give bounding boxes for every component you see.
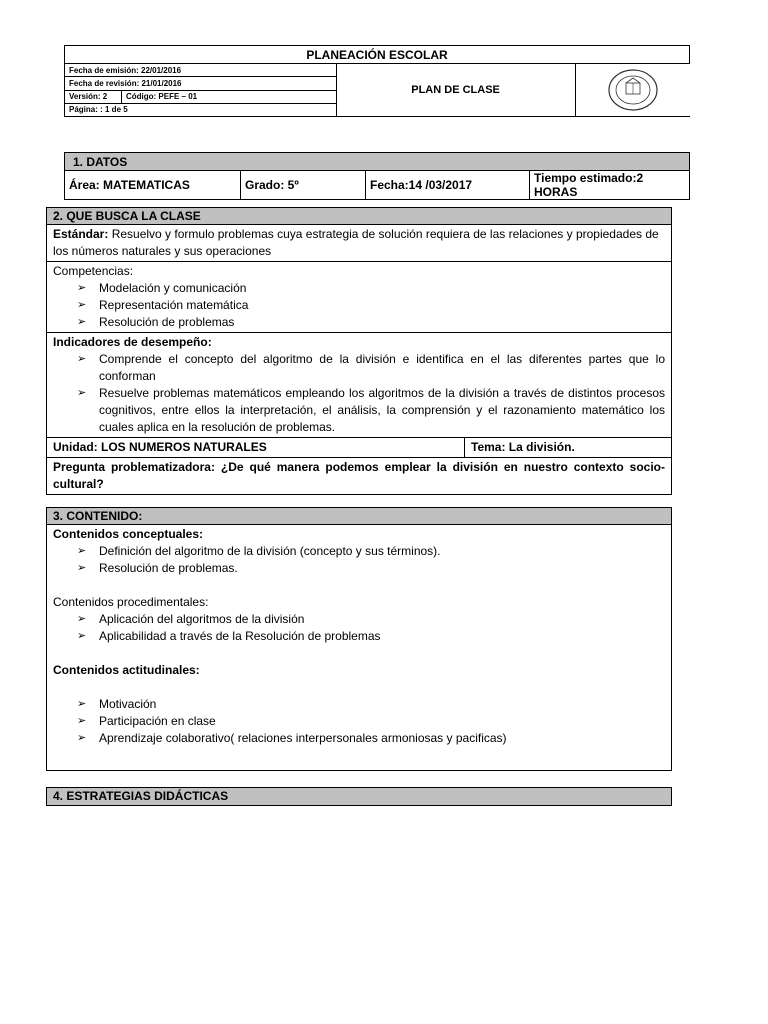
area-cell: Área: MATEMATICAS — [65, 171, 241, 200]
list-item: ➢ Definición del algoritmo de la división (concepto y sus términos). — [77, 544, 441, 558]
emission-date: Fecha de emisión: 22/01/2016 — [65, 64, 337, 77]
competencias-label: Competencias: — [53, 264, 134, 278]
unidad-cell: Unidad: LOS NUMEROS NATURALES — [47, 438, 465, 457]
arrow-bullet-icon: ➢ — [77, 299, 87, 311]
list-item: ➢ Aprendizaje colaborativo( relaciones interpersonales armoniosas y pacificas) — [77, 731, 507, 745]
list-item: ➢ Motivación — [77, 697, 157, 711]
pregunta-row: Pregunta problematizadora: ¿De qué manera podemos emplear la división en nuestro contexto socio-cultural? — [53, 460, 665, 491]
list-item: ➢ Representación matemática — [77, 298, 249, 312]
version: Versión: 2 — [65, 90, 122, 103]
time-cell: Tiempo estimado:2 HORAS — [530, 171, 690, 200]
actitudinales-label: Contenidos actitudinales: — [53, 663, 200, 677]
plan-label: PLAN DE CLASE — [337, 64, 576, 116]
school-seal-logo — [576, 64, 690, 116]
conceptuales-label: Contenidos conceptuales: — [53, 527, 204, 541]
list-item: ➢ Comprende el concepto del algoritmo de la división e identifica en el las diferentes partes que lo conforman — [77, 352, 665, 383]
unidad-tema-row — [47, 438, 671, 458]
list-item: ➢ Modelación y comunicación — [77, 281, 247, 295]
procedimentales-label: Contenidos procedimentales: — [53, 595, 209, 609]
competencias-row — [47, 262, 671, 333]
estandar-label: Estándar: — [53, 227, 109, 241]
list-item: ➢ Participación en clase — [77, 714, 216, 728]
section-contenido — [46, 507, 672, 771]
section4-title: 4. ESTRATEGIAS DIDÁCTICAS — [47, 788, 671, 805]
code: Código: PEFE – 01 — [122, 90, 337, 103]
section-estrategias — [46, 787, 672, 806]
section3-title: 3. CONTENIDO: — [47, 508, 671, 525]
estandar-text: Resuelvo y formulo problemas cuya estrategia de solución requiera de las relaciones y propiedades de los números naturales y sus operaciones — [53, 227, 659, 258]
arrow-bullet-icon: ➢ — [77, 613, 87, 625]
arrow-bullet-icon: ➢ — [77, 545, 87, 557]
section2-title: 2. QUE BUSCA LA CLASE — [47, 208, 671, 225]
estandar-row — [47, 225, 671, 262]
date-cell: Fecha:14 /03/2017 — [366, 171, 530, 200]
revision-date: Fecha de revisión: 21/01/2016 — [65, 77, 337, 90]
list-item: ➢ Resolución de problemas — [77, 315, 235, 329]
arrow-bullet-icon: ➢ — [77, 353, 87, 365]
tema-cell: Tema: La división. — [471, 440, 575, 454]
document-title: PLANEACIÓN ESCOLAR — [65, 46, 690, 64]
document-header — [64, 45, 690, 117]
arrow-bullet-icon: ➢ — [77, 732, 87, 744]
arrow-bullet-icon: ➢ — [77, 698, 87, 710]
page-number: Página: : 1 de 5 — [65, 103, 337, 116]
arrow-bullet-icon: ➢ — [77, 282, 87, 294]
list-item: ➢ Resolución de problemas. — [77, 561, 238, 575]
contenido-body — [47, 525, 671, 748]
indicadores-row — [47, 333, 671, 438]
grade-cell: Grado: 5º — [241, 171, 366, 200]
indicadores-label: Indicadores de desempeño: — [53, 335, 212, 349]
arrow-bullet-icon: ➢ — [77, 715, 87, 727]
arrow-bullet-icon: ➢ — [77, 630, 87, 642]
arrow-bullet-icon: ➢ — [77, 562, 87, 574]
list-item: ➢ Resuelve problemas matemáticos empleando los algoritmos de la división a través de distintos procesos cognitivos, entre ellos la interpretación, el análisis, la comprensión y el razonamiento matemático los cuales aplica en la resolución de problemas. — [77, 386, 665, 434]
arrow-bullet-icon: ➢ — [77, 316, 87, 328]
datos-table — [64, 152, 690, 200]
list-item: ➢ Aplicación del algoritmos de la división — [77, 612, 305, 626]
datos-title: 1. DATOS — [65, 153, 690, 171]
list-item: ➢ Aplicabilidad a través de la Resolución de problemas — [77, 629, 381, 643]
section-que-busca — [46, 207, 672, 495]
arrow-bullet-icon: ➢ — [77, 387, 87, 399]
